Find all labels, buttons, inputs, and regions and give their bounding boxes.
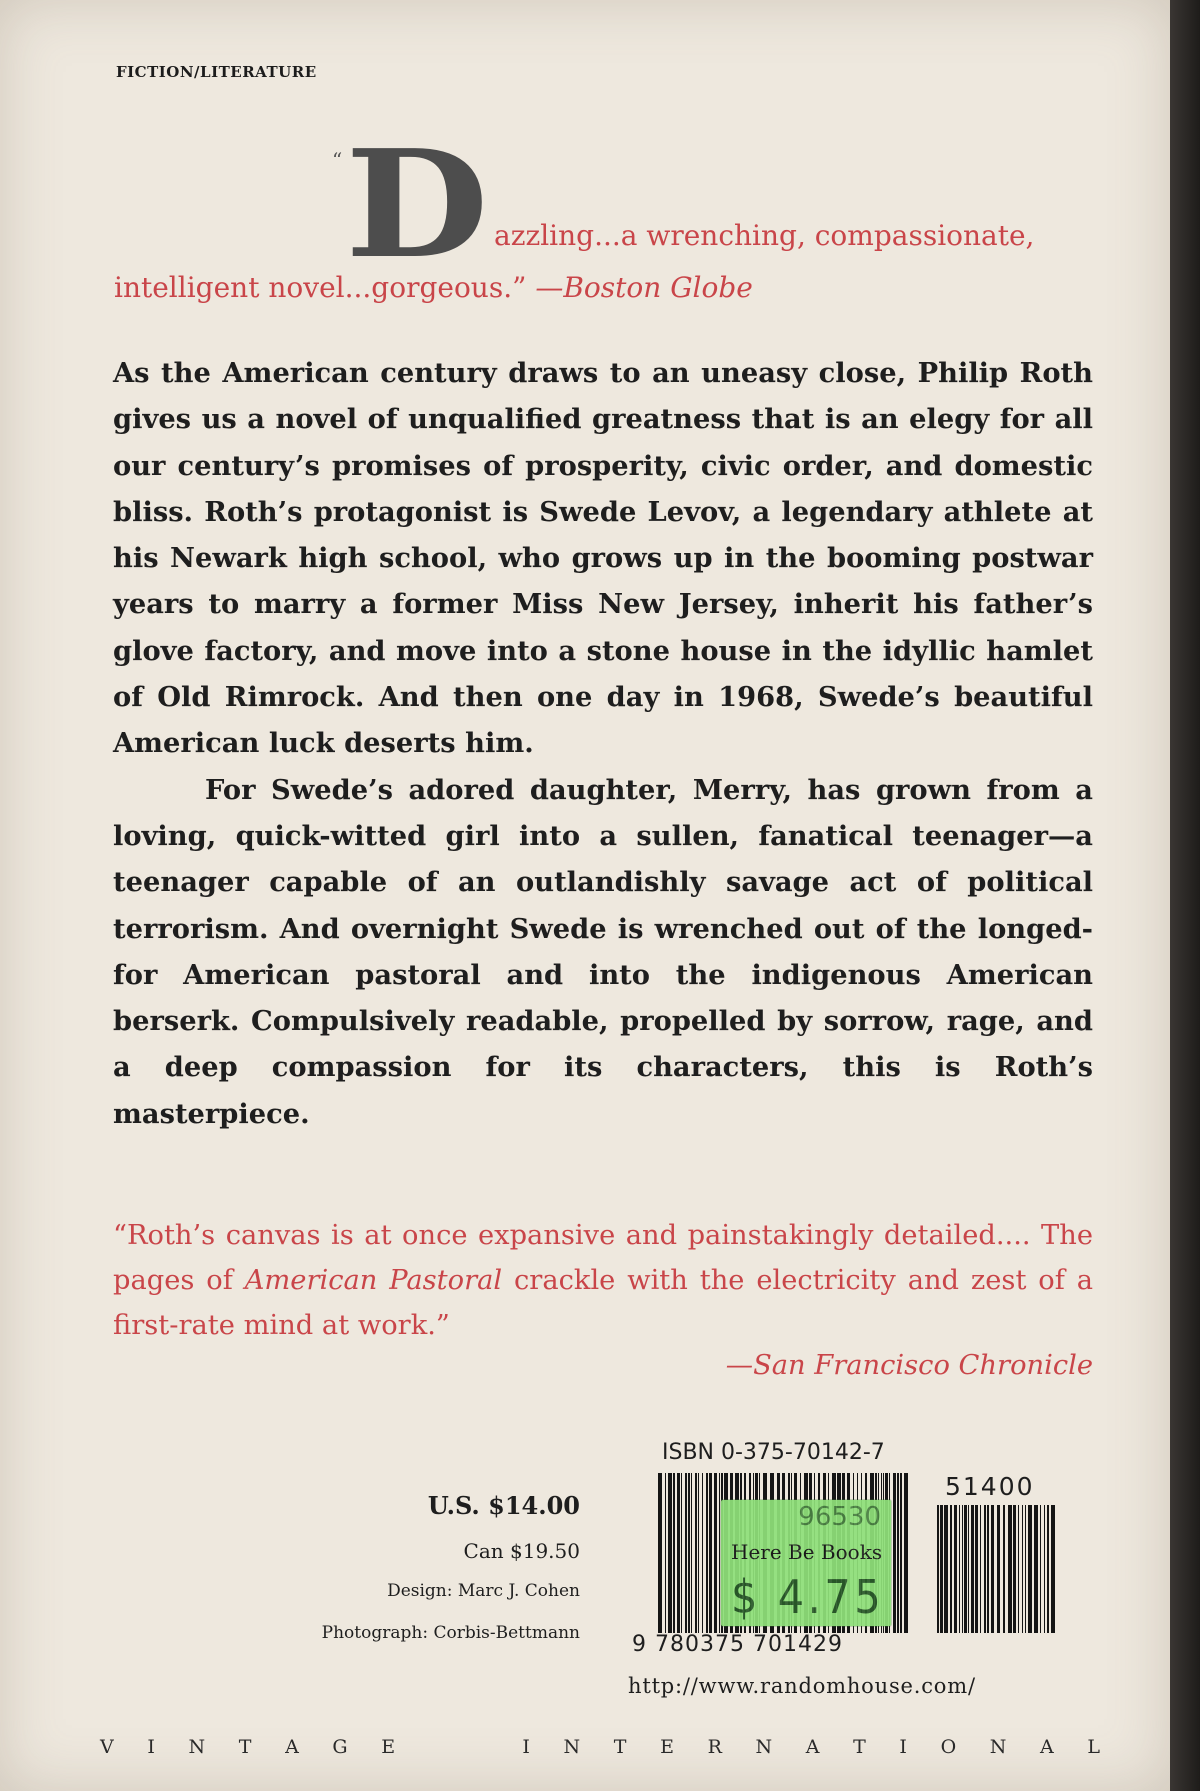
barcode-bar (719, 1473, 720, 1633)
book-title-italic: American Pastoral (244, 1265, 503, 1296)
sticker-code: 96530 (798, 1502, 881, 1532)
barcode-bar (1003, 1505, 1005, 1633)
barcode-bar (937, 1505, 939, 1633)
isbn-label: ISBN 0-375-70142-7 (662, 1440, 885, 1465)
barcode-bar (709, 1473, 712, 1633)
publisher-url: http://www.randomhouse.com/ (628, 1674, 976, 1698)
barcode-bar (964, 1505, 967, 1633)
barcode-bar (681, 1473, 682, 1633)
review-quote-text: intelligent novel...gorgeous.” (114, 271, 527, 304)
barcode-bar (658, 1473, 662, 1633)
barcode-bar (1008, 1505, 1012, 1633)
design-credit: Design: Marc J. Cohen (387, 1581, 580, 1601)
review-quote-2-text: crackle with the electricity and zest of a first-rate mind at work.” (113, 1265, 1093, 1341)
cover-edge (1170, 0, 1200, 1791)
barcode-bar (1025, 1505, 1026, 1633)
sticker-shop-name: Here Be Books (731, 1540, 883, 1564)
book-description (113, 350, 1093, 1137)
barcode-bar (944, 1505, 948, 1633)
barcode-bar (991, 1505, 994, 1633)
imprint-letter: T (238, 1736, 252, 1758)
barcode-bar (1018, 1505, 1019, 1633)
drop-cap-letter: D (345, 117, 489, 291)
imprint-letter: V (100, 1736, 114, 1758)
imprint-letter: I (899, 1736, 907, 1758)
barcode-bar (677, 1473, 680, 1633)
imprint-letter: T (853, 1736, 866, 1758)
barcode-bar (959, 1505, 960, 1633)
barcode-bar (1013, 1505, 1016, 1633)
barcode-bar (984, 1505, 986, 1633)
imprint-letter: T (613, 1736, 627, 1758)
imprint-gap (429, 1736, 489, 1758)
review-quote-line-2 (114, 271, 753, 304)
price-sticker (721, 1500, 891, 1626)
sticker-price: $ 4.75 (731, 1570, 885, 1624)
imprint-letter: L (1087, 1736, 1100, 1758)
review-quote-source: —Boston Globe (535, 271, 753, 304)
barcode-bar (1044, 1505, 1045, 1633)
imprint-letter: R (707, 1736, 722, 1758)
barcode-bar (940, 1505, 943, 1633)
barcode-bar (698, 1473, 699, 1633)
barcode-bar (900, 1473, 902, 1633)
review-quote-2 (113, 1213, 1093, 1348)
imprint-letter: A (805, 1736, 820, 1758)
imprint-letter: G (332, 1736, 348, 1758)
price-us: U.S. $14.00 (427, 1491, 580, 1520)
barcode-bar (665, 1473, 666, 1633)
barcode-bar (975, 1505, 978, 1633)
barcode-bar (971, 1505, 974, 1633)
barcode-addon-graphic (937, 1505, 1059, 1633)
imprint-letter: E (381, 1736, 396, 1758)
barcode-bar (702, 1473, 703, 1633)
barcode-bar (893, 1473, 896, 1633)
review-quote-2-text: “Roth’s canvas is at once expansive and painstakingly detailed.... The pages of (113, 1220, 1093, 1296)
barcode-addon-digits: 51400 (945, 1472, 1035, 1501)
price-can: Can $19.50 (463, 1539, 580, 1563)
barcode-ean-digits: 9 780375 701429 (632, 1632, 843, 1657)
barcode-bar (1051, 1505, 1055, 1633)
barcode-bar (950, 1505, 952, 1633)
barcode-bar (997, 1505, 1000, 1633)
barcode-bar (668, 1473, 672, 1633)
review-quote-2-source: —San Francisco Chronicle (725, 1350, 1093, 1381)
barcode-bar (1022, 1505, 1023, 1633)
imprint-letter: I (522, 1736, 530, 1758)
barcode-bar (706, 1473, 708, 1633)
barcode-bar (954, 1505, 957, 1633)
barcode-bar (695, 1473, 697, 1633)
barcode-bar (691, 1473, 692, 1633)
barcode-bar (968, 1505, 969, 1633)
quote-open-mark: “ (332, 148, 343, 172)
barcode-bar (1034, 1505, 1038, 1633)
barcode-bar (987, 1505, 989, 1633)
description-paragraph: For Swede’s adored daughter, Merry, has grown from a loving, quick-witted girl into a sullen, fanatical teenager—a teenager capable of an outlandishly savage act of political terrorism. And overnight Swede is wrenched out of the longed-for American pastoral and into the indigenous American berserk. Compulsively readable, propelled by sorrow, rage, and a deep compassion for its characters, this is Roth’s masterpiece. (113, 773, 1093, 1130)
barcode-bar (714, 1473, 717, 1633)
imprint-letter: N (989, 1736, 1007, 1758)
barcode-bar (1040, 1505, 1041, 1633)
imprint-letter: N (188, 1736, 206, 1758)
barcode-bar (1028, 1505, 1032, 1633)
imprint-letter: E (660, 1736, 674, 1758)
imprint-letter: O (940, 1736, 957, 1758)
review-quote-line-1: azzling...a wrenching, compassionate, (494, 219, 1035, 252)
barcode-bar (685, 1473, 687, 1633)
description-paragraph: As the American century draws to an uneasy close, Philip Roth gives us a novel of unqualified greatness that is an elegy for all our century’s promises of prosperity, civic order, and domestic bliss. Roth’s protagonist is Swede Levov, a legendary athlete at his Newark high school, who grows up in the booming postwar years to marry a former Miss New Jersey, inherit his father’s glove factory, and move into a stone house in the idyllic hamlet of Old Rimrock. And then one day in 1968, Swede’s beautiful American luck deserts him. (113, 357, 1093, 760)
imprint-letter: A (1040, 1736, 1054, 1758)
barcode-bar (1047, 1505, 1049, 1633)
photo-credit: Photograph: Corbis-Bettmann (321, 1623, 580, 1643)
barcode-bar (673, 1473, 675, 1633)
barcode-bar (980, 1505, 981, 1633)
barcode-bar (904, 1473, 908, 1633)
imprint-letter: N (563, 1736, 581, 1758)
imprint-letter: N (755, 1736, 773, 1758)
category-label: FICTION/LITERATURE (116, 63, 317, 81)
barcode-bar (897, 1473, 899, 1633)
imprint-letter: I (147, 1736, 155, 1758)
imprint-name (100, 1736, 1100, 1758)
barcode-bar (688, 1473, 690, 1633)
barcode-bar (962, 1505, 963, 1633)
imprint-letter: A (285, 1736, 299, 1758)
